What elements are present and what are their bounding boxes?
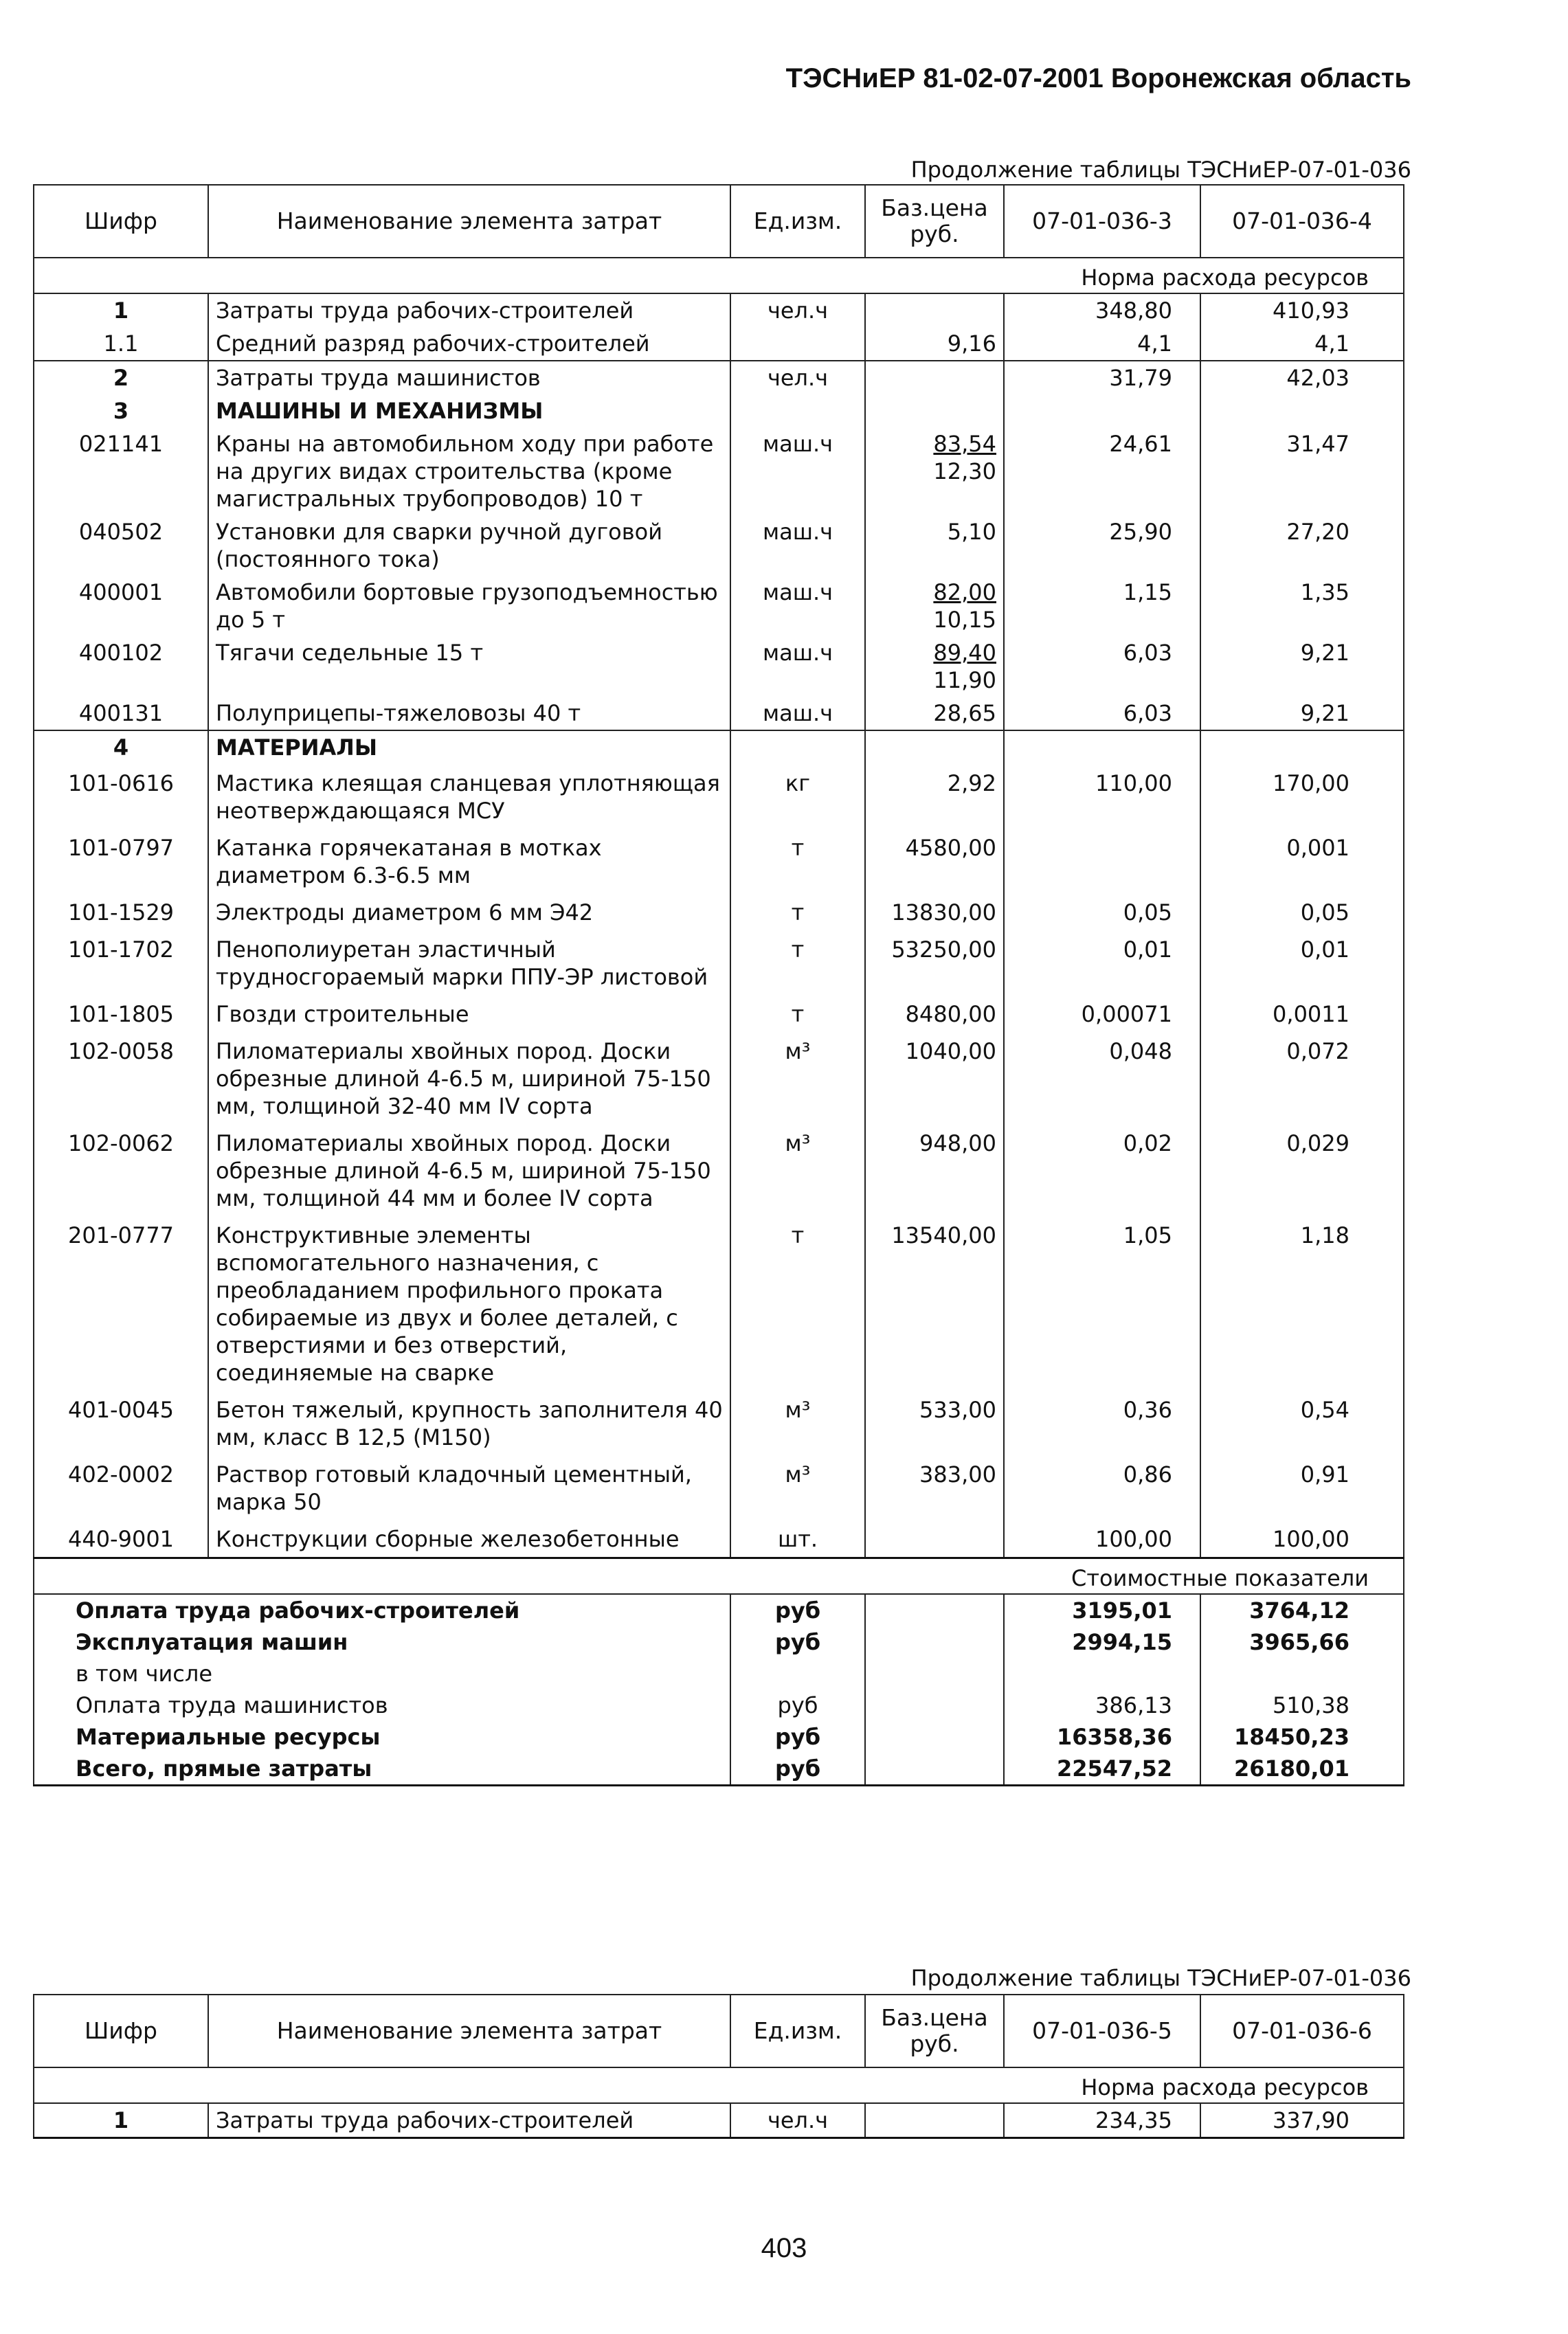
document-header: ТЭСНиЕР 81-02-07-2001 Воронежская область [785,63,1411,93]
row-unit: маш.ч [730,515,865,576]
row-name: Бетон тяжелый, крупность заполнителя 40 мм, класс В 12,5 (М150) [208,1391,730,1455]
price-value: 83,54 [933,431,996,457]
table-row [34,361,1404,394]
row-value-col1 [1004,829,1200,893]
row-value-col1 [1004,394,1200,427]
summary-row [34,1753,1404,1786]
norm-label-row [34,2067,1404,2103]
price-value: 53250,00 [891,936,996,963]
price-wage-value: 11,90 [933,667,996,693]
row-name: Пиломатериалы хвойных пород. Доски обрезные длиной 4-6.5 м, шириной 75-150 мм, толщиной 32-40 мм IV сорта [208,1032,730,1124]
row-price [865,2103,1004,2138]
row-unit: т [730,930,865,995]
row-value-col2: 170,00 [1200,764,1404,829]
row-value-col2: 0,01 [1200,930,1404,995]
table-row [34,764,1404,829]
row-name: Конструктивные элементы вспомогательного назначения, с преобладанием профильного проката собираемые из двух и более деталей, с отверстиями и без отверстий, соединяемые на сварке [208,1216,730,1391]
price-wage-value: 12,30 [933,458,996,484]
row-name: Средний разряд рабочих-строителей [208,327,730,361]
row-value-col1: 0,02 [1004,1124,1200,1216]
row-unit: чел.ч [730,361,865,394]
row-value-col1: 0,86 [1004,1455,1200,1520]
row-name: Автомобили бортовые грузоподъемностью до 5 т [208,576,730,636]
norm-label: Норма расхода ресурсов [34,2067,1404,2103]
row-unit: чел.ч [730,2103,865,2138]
row-value-col1: 1,15 [1004,576,1200,636]
row-name: Краны на автомобильном ходу при работе на других видах строительства (кроме магистральных трубопроводов) 10 т [208,427,730,515]
summary-label: Всего, прямые затраты [34,1753,730,1786]
row-price [865,327,1004,361]
row-value-col1: 6,03 [1004,697,1200,730]
header-name: Наименование элемента затрат [208,1995,730,2067]
header-unit: Ед.изм. [730,185,865,258]
row-price [865,1520,1004,1558]
row-name: МАШИНЫ И МЕХАНИЗМЫ [208,394,730,427]
row-unit: маш.ч [730,697,865,730]
header-col2: 07-01-036-6 [1200,1995,1404,2067]
table2-continuation: Продолжение таблицы ТЭСНиЕР-07-01-036 [910,1965,1411,1991]
row-unit: м³ [730,1032,865,1124]
row-price [865,730,1004,764]
row-value-col2: 1,18 [1200,1216,1404,1391]
row-code: 400102 [34,636,208,697]
summary-price [865,1721,1004,1753]
table-row [34,515,1404,576]
row-code: 101-1805 [34,995,208,1032]
table-row [34,995,1404,1032]
header-code: Шифр [34,185,208,258]
summary-label: Материальные ресурсы [34,1721,730,1753]
row-value-col2: 42,03 [1200,361,1404,394]
row-price [865,829,1004,893]
row-unit: шт. [730,1520,865,1558]
row-value-col1: 6,03 [1004,636,1200,697]
row-price [865,1124,1004,1216]
header-col1: 07-01-036-3 [1004,185,1200,258]
row-price [865,515,1004,576]
row-unit: т [730,829,865,893]
table-row [34,636,1404,697]
row-value-col2: 0,0011 [1200,995,1404,1032]
row-name: Катанка горячекатаная в мотках диаметром 6.3-6.5 мм [208,829,730,893]
row-value-col2: 1,35 [1200,576,1404,636]
table-row [34,2103,1404,2138]
row-name: Пенополиуретан эластичный трудносгораемый марки ППУ-ЭР листовой [208,930,730,995]
row-price [865,697,1004,730]
row-value-col1: 0,048 [1004,1032,1200,1124]
row-name: Установки для сварки ручной дуговой (постоянного тока) [208,515,730,576]
summary-row [34,1658,1404,1690]
cost-label-row [34,1558,1404,1595]
table-row [34,576,1404,636]
row-value-col2: 0,001 [1200,829,1404,893]
row-code: 1 [34,293,208,327]
summary-value-col2: 18450,23 [1200,1721,1404,1753]
table1-summary [34,1594,1404,1786]
row-unit [730,730,865,764]
row-value-col1: 1,05 [1004,1216,1200,1391]
row-price [865,930,1004,995]
header-col1: 07-01-036-5 [1004,1995,1200,2067]
row-value-col1: 0,05 [1004,893,1200,930]
row-value-col1: 0,00071 [1004,995,1200,1032]
summary-value-col1: 2994,15 [1004,1626,1200,1658]
table-row [34,1455,1404,1520]
row-name: Конструкции сборные железобетонные [208,1520,730,1558]
row-code: 021141 [34,427,208,515]
row-code: 201-0777 [34,1216,208,1391]
row-code: 101-1529 [34,893,208,930]
table-row [34,394,1404,427]
row-unit: маш.ч [730,427,865,515]
row-value-col1: 31,79 [1004,361,1200,394]
row-value-col2: 0,91 [1200,1455,1404,1520]
summary-value-col2: 3965,66 [1200,1626,1404,1658]
row-value-col2: 0,05 [1200,893,1404,930]
row-value-col1: 100,00 [1004,1520,1200,1558]
row-unit: т [730,995,865,1032]
row-value-col2: 9,21 [1200,636,1404,697]
row-name: МАТЕРИАЛЫ [208,730,730,764]
header-name: Наименование элемента затрат [208,185,730,258]
row-price [865,636,1004,697]
row-code: 102-0062 [34,1124,208,1216]
row-code: 2 [34,361,208,394]
row-unit: т [730,1216,865,1391]
row-value-col2: 410,93 [1200,293,1404,327]
resource-table-1 [33,184,1404,1786]
table-row [34,1124,1404,1216]
table-row [34,427,1404,515]
row-code: 101-0616 [34,764,208,829]
summary-label: в том числе [34,1658,730,1690]
row-unit: маш.ч [730,636,865,697]
summary-price [865,1658,1004,1690]
row-price [865,1216,1004,1391]
table-row [34,293,1404,327]
price-value: 5,10 [947,519,996,545]
row-value-col2 [1200,730,1404,764]
row-value-col2: 100,00 [1200,1520,1404,1558]
header-price: Баз.цена руб. [865,1995,1004,2067]
summary-value-col1: 16358,36 [1004,1721,1200,1753]
summary-unit: руб [730,1721,865,1753]
row-value-col1: 24,61 [1004,427,1200,515]
row-price [865,1032,1004,1124]
row-price [865,995,1004,1032]
table-header-row [34,185,1404,258]
row-price [865,1455,1004,1520]
row-price [865,361,1004,394]
table-row [34,327,1404,361]
summary-label: Оплата труда машинистов [34,1690,730,1721]
summary-value-col1: 3195,01 [1004,1594,1200,1626]
table-row [34,1520,1404,1558]
price-value: 4580,00 [905,835,996,861]
table2-body [34,2103,1404,2138]
row-code: 400001 [34,576,208,636]
table1-body [34,293,1404,1558]
summary-value-col1 [1004,1658,1200,1690]
row-name: Электроды диаметром 6 мм Э42 [208,893,730,930]
row-unit: м³ [730,1455,865,1520]
row-code: 1 [34,2103,208,2138]
row-name: Полуприцепы-тяжеловозы 40 т [208,697,730,730]
table-row [34,829,1404,893]
summary-value-col2: 510,38 [1200,1690,1404,1721]
row-value-col2: 0,029 [1200,1124,1404,1216]
price-value: 89,40 [933,640,996,666]
summary-price [865,1594,1004,1626]
summary-row [34,1594,1404,1626]
row-value-col2: 9,21 [1200,697,1404,730]
row-code: 440-9001 [34,1520,208,1558]
row-code: 101-1702 [34,930,208,995]
row-price [865,427,1004,515]
summary-value-col2: 3764,12 [1200,1594,1404,1626]
summary-value-col2 [1200,1658,1404,1690]
row-value-col2 [1200,394,1404,427]
row-value-col1: 0,36 [1004,1391,1200,1455]
table-row [34,1391,1404,1455]
summary-row [34,1626,1404,1658]
price-value: 28,65 [933,700,996,726]
row-unit: чел.ч [730,293,865,327]
summary-unit: руб [730,1594,865,1626]
header-unit: Ед.изм. [730,1995,865,2067]
norm-label-row [34,258,1404,293]
cost-label: Стоимостные показатели [34,1558,1404,1595]
row-value-col1: 0,01 [1004,930,1200,995]
row-value-col1: 234,35 [1004,2103,1200,2138]
summary-price [865,1626,1004,1658]
row-unit [730,394,865,427]
summary-label: Эксплуатация машин [34,1626,730,1658]
row-name: Пиломатериалы хвойных пород. Доски обрезные длиной 4-6.5 м, шириной 75-150 мм, толщиной 44 мм и более IV сорта [208,1124,730,1216]
row-price [865,576,1004,636]
row-unit: т [730,893,865,930]
row-name: Гвозди строительные [208,995,730,1032]
header-col2: 07-01-036-4 [1200,185,1404,258]
summary-unit: руб [730,1626,865,1658]
summary-unit [730,1658,865,1690]
row-value-col2: 337,90 [1200,2103,1404,2138]
row-value-col2: 0,072 [1200,1032,1404,1124]
summary-unit: руб [730,1753,865,1786]
summary-label: Оплата труда рабочих-строителей [34,1594,730,1626]
row-code: 102-0058 [34,1032,208,1124]
row-name: Раствор готовый кладочный цементный, марка 50 [208,1455,730,1520]
table-row [34,697,1404,730]
row-unit: м³ [730,1124,865,1216]
price-wage-value: 10,15 [933,607,996,633]
row-name: Затраты труда рабочих-строителей [208,293,730,327]
row-value-col2: 31,47 [1200,427,1404,515]
row-value-col1: 348,80 [1004,293,1200,327]
price-value: 533,00 [919,1397,996,1423]
summary-unit: руб [730,1690,865,1721]
page-number: 403 [761,2233,807,2263]
table-row [34,893,1404,930]
summary-row [34,1721,1404,1753]
summary-price [865,1690,1004,1721]
row-code: 1.1 [34,327,208,361]
row-value-col1: 4,1 [1004,327,1200,361]
row-unit [730,327,865,361]
row-name: Тягачи седельные 15 т [208,636,730,697]
price-value: 82,00 [933,579,996,605]
row-value-col2: 0,54 [1200,1391,1404,1455]
price-value: 383,00 [919,1461,996,1488]
price-value: 948,00 [919,1130,996,1156]
price-value: 13830,00 [891,899,996,925]
price-value: 9,16 [947,330,996,357]
row-value-col1 [1004,730,1200,764]
summary-value-col1: 22547,52 [1004,1753,1200,1786]
header-code: Шифр [34,1995,208,2067]
price-value: 1040,00 [905,1038,996,1064]
row-code: 4 [34,730,208,764]
row-value-col2: 4,1 [1200,327,1404,361]
row-price [865,764,1004,829]
table-row [34,1216,1404,1391]
row-value-col1: 110,00 [1004,764,1200,829]
row-value-col1: 25,90 [1004,515,1200,576]
summary-row [34,1690,1404,1721]
row-unit: кг [730,764,865,829]
table1-continuation: Продолжение таблицы ТЭСНиЕР-07-01-036 [910,157,1411,183]
summary-value-col1: 386,13 [1004,1690,1200,1721]
table-header-row [34,1995,1404,2067]
row-code: 3 [34,394,208,427]
price-value: 2,92 [947,770,996,796]
row-name: Мастика клеящая сланцевая уплотняющая неотверждающаяся МСУ [208,764,730,829]
row-price [865,1391,1004,1455]
row-unit: маш.ч [730,576,865,636]
row-name: Затраты труда машинистов [208,361,730,394]
row-code: 400131 [34,697,208,730]
row-unit: м³ [730,1391,865,1455]
row-price [865,293,1004,327]
row-price [865,394,1004,427]
table-row [34,930,1404,995]
row-code: 401-0045 [34,1391,208,1455]
row-name: Затраты труда рабочих-строителей [208,2103,730,2138]
row-code: 101-0797 [34,829,208,893]
table-row [34,730,1404,764]
resource-table-2 [33,1994,1404,2139]
summary-price [865,1753,1004,1786]
header-price: Баз.цена руб. [865,185,1004,258]
row-code: 402-0002 [34,1455,208,1520]
row-code: 040502 [34,515,208,576]
row-price [865,893,1004,930]
table-row [34,1032,1404,1124]
norm-label: Норма расхода ресурсов [34,258,1404,293]
price-value: 13540,00 [891,1222,996,1248]
price-value: 8480,00 [905,1001,996,1027]
row-value-col2: 27,20 [1200,515,1404,576]
summary-value-col2: 26180,01 [1200,1753,1404,1786]
